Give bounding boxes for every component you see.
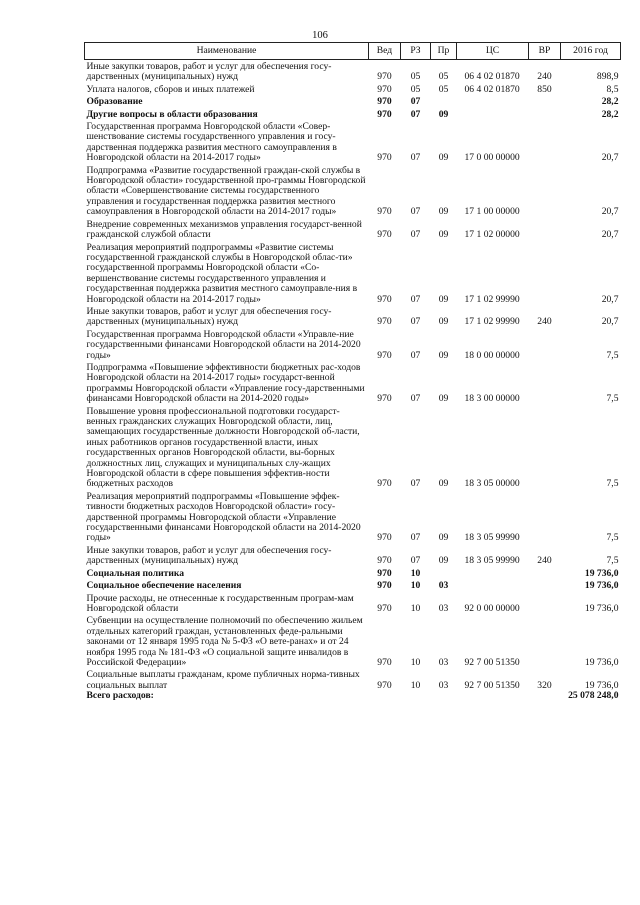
section-row [85, 567, 621, 579]
row-rz-cell: 07 [410, 152, 421, 164]
row-ved-cell: 970 [377, 679, 392, 691]
row-sum-cell: 19 736,0 [584, 656, 619, 668]
row-pr-cell: 05 [438, 83, 449, 95]
row-rz-cell: 07 [410, 108, 421, 120]
row-name-cell: Повышение уровня профессиональной подготовки государст-венных гражданских служащих Новгородской области, лиц, замещающих государственные должности Новгородской об-ласти, иных работников органов государственной власти, иных государственных органов Новгородской области, вы-борных должностных лиц, служащих и муниципальных слу-жащих Новгородской области в сфере повышения эффектив-ности бюджетных расходов [86, 405, 360, 490]
row-rz-cell: 07 [410, 206, 421, 218]
row-pr-cell: 03 [438, 580, 449, 592]
row-name-cell: Иные закупки товаров, работ и услуг для обеспечения госу-дарственных (муниципальных) нужд [86, 305, 332, 328]
row-sum-cell: 19 736,0 [584, 567, 619, 579]
table-row [85, 328, 621, 361]
header-rz: РЗ [401, 43, 431, 60]
table-row [85, 668, 621, 691]
row-vr-cell [529, 614, 561, 668]
table-row [85, 361, 621, 405]
row-name-cell: Государственная программа Новгородской области «Управле-ние государственными финансами Новгородской области на 2014-2020 годы» [86, 328, 361, 361]
row-name-cell: Субвенции на осуществление полномочий по обеспечению жильем отдельных категорий граждан, установленных феде-ральными законами от 12 января 1995 года № 5-ФЗ «О вете-ранах» и от 24 ноября 1995 года № 181-ФЗ «О социальной защите инвалидов в Российской Федерации» [86, 615, 363, 668]
row-name-cell: Внедрение современных механизмов управления государст-венной гражданской службой области [86, 218, 362, 241]
table-row [85, 83, 621, 95]
budget-table [84, 42, 621, 702]
row-sum-cell: 20,7 [601, 229, 619, 241]
row-ved-cell: 970 [377, 393, 392, 405]
row-ved-cell: 970 [377, 152, 392, 164]
row-sum-cell: 20,7 [601, 316, 619, 328]
row-vr-cell [529, 108, 561, 120]
row-vr-cell: 850 [537, 83, 552, 95]
row-name-cell: Социальное обеспечение населения [86, 580, 242, 592]
row-sum-cell: 28,2 [601, 96, 619, 108]
row-ved-cell: 970 [377, 96, 392, 108]
row-ved-cell: 970 [377, 229, 392, 241]
row-vr-cell [529, 95, 561, 107]
row-pr-cell: 09 [438, 293, 449, 305]
row-pr-cell: 05 [438, 71, 449, 83]
section-row [85, 95, 621, 107]
row-cs-cell: 17 1 02 99990 [464, 293, 520, 305]
row-pr-cell [431, 567, 457, 579]
header-cs: ЦС [457, 43, 529, 60]
row-sum-cell: 20,7 [601, 293, 619, 305]
row-cs-cell [457, 567, 529, 579]
row-vr-cell [529, 592, 561, 615]
row-name-cell: Социальные выплаты гражданам, кроме публичных норма-тивных социальных выплат [86, 669, 360, 691]
row-pr-cell: 09 [438, 229, 449, 241]
total-label: Всего расходов: [86, 690, 154, 702]
row-sum-cell: 19 736,0 [584, 602, 619, 614]
row-rz-cell: 07 [410, 393, 421, 405]
row-ved-cell: 970 [377, 83, 392, 95]
row-name-cell: Реализация мероприятий подпрограммы «Развитие системы государственной гражданской службы в Новгородской облас-ти» государственной программы Новгородской области «Со-вершенствование системы государственного управления и государственная поддержка развития местного самоуправле-ния в Новгородской области на 2014-2017 годы» [86, 241, 358, 305]
row-rz-cell: 10 [410, 580, 421, 592]
row-sum-cell: 7,5 [606, 555, 619, 567]
row-pr-cell: 09 [438, 478, 449, 490]
row-name-cell: Реализация мероприятий подпрограммы «Повышение эффек-тивности бюджетных расходов Новгородской области» госу-дарственной программы Новгородской области «Управление государственными финансами Новгородской области на 2014-2020 годы» [86, 490, 361, 544]
row-rz-cell: 07 [410, 349, 421, 361]
row-vr-cell: 240 [537, 71, 552, 83]
table-header-row [85, 43, 621, 60]
table-row [85, 490, 621, 544]
table-row [85, 544, 621, 567]
row-cs-cell: 06 4 02 01870 [464, 71, 520, 83]
row-name-cell: Социальная политика [86, 567, 185, 579]
row-vr-cell [529, 241, 561, 305]
row-pr-cell: 09 [438, 108, 449, 120]
row-ved-cell: 970 [377, 108, 392, 120]
row-sum-cell: 19 736,0 [584, 679, 619, 691]
row-rz-cell: 05 [410, 83, 421, 95]
header-ved: Вед [369, 43, 401, 60]
row-name-cell: Подпрограмма «Развитие государственной граждан-ской службы в Новгородской области» государственной про-граммы Новгородской области «Совершенствование системы государственного управления и государственная поддержка развития местного самоуправления в Новгородской области на 2014-2017 годы» [86, 164, 366, 218]
table-body [85, 60, 621, 692]
header-vr: ВР [529, 43, 561, 60]
row-sum-cell: 20,7 [601, 206, 619, 218]
header-year: 2016 год [561, 43, 621, 60]
row-ved-cell: 970 [377, 567, 392, 579]
row-pr-cell: 09 [438, 555, 449, 567]
row-name-cell: Образование [86, 96, 143, 108]
total-row [85, 691, 621, 701]
row-vr-cell: 240 [537, 555, 552, 567]
row-cs-cell: 18 3 05 99990 [464, 555, 520, 567]
row-ved-cell: 970 [377, 349, 392, 361]
row-cs-cell: 17 1 02 00000 [464, 229, 520, 241]
table-row [85, 120, 621, 164]
row-sum-cell: 7,5 [606, 393, 619, 405]
row-cs-cell: 17 1 00 00000 [464, 206, 520, 218]
row-cs-cell [457, 579, 529, 591]
table-row [85, 241, 621, 305]
table-row [85, 592, 621, 615]
row-pr-cell: 09 [438, 532, 449, 544]
table-row [85, 614, 621, 668]
row-pr-cell: 03 [438, 602, 449, 614]
row-cs-cell [457, 95, 529, 107]
header-pr: Пр [431, 43, 457, 60]
row-pr-cell: 09 [438, 316, 449, 328]
row-sum-cell: 8,5 [606, 83, 619, 95]
row-cs-cell: 92 0 00 00000 [464, 602, 520, 614]
row-rz-cell: 10 [410, 679, 421, 691]
row-sum-cell: 7,5 [606, 349, 619, 361]
row-rz-cell: 07 [410, 478, 421, 490]
row-cs-cell: 18 3 05 00000 [464, 478, 520, 490]
row-rz-cell: 10 [410, 567, 421, 579]
row-pr-cell: 03 [438, 656, 449, 668]
table-row [85, 60, 621, 83]
section-row [85, 579, 621, 591]
table-row [85, 405, 621, 490]
row-rz-cell: 07 [410, 96, 421, 108]
row-cs-cell: 17 0 00 00000 [464, 152, 520, 164]
row-cs-cell: 92 7 00 51350 [464, 679, 520, 691]
row-cs-cell [457, 108, 529, 120]
row-sum-cell: 28,2 [601, 108, 619, 120]
row-vr-cell [529, 405, 561, 490]
row-pr-cell: 09 [438, 349, 449, 361]
row-ved-cell: 970 [377, 316, 392, 328]
row-rz-cell: 07 [410, 293, 421, 305]
row-pr-cell: 09 [438, 206, 449, 218]
row-name-cell: Подпрограмма «Повышение эффективности бюджетных рас-ходов Новгородской области на 2014-2017 годы» государст-венной программы Новгородской области «Управление госу-дарственными финансами Новгородской области на 2014-2020 годы» [86, 361, 365, 405]
header-name: Наименование [85, 43, 369, 60]
section-row [85, 108, 621, 120]
row-ved-cell: 970 [377, 478, 392, 490]
page-number: 106 [312, 30, 328, 41]
row-sum-cell: 20,7 [601, 152, 619, 164]
row-pr-cell [431, 95, 457, 107]
table-row [85, 218, 621, 241]
row-rz-cell: 05 [410, 71, 421, 83]
table-row [85, 164, 621, 218]
row-vr-cell [529, 490, 561, 544]
row-vr-cell [529, 328, 561, 361]
row-vr-cell [529, 164, 561, 218]
row-name-cell: Иные закупки товаров, работ и услуг для обеспечения госу-дарственных (муниципальных) нужд [86, 544, 332, 567]
row-pr-cell: 03 [438, 679, 449, 691]
row-cs-cell: 18 0 00 00000 [464, 349, 520, 361]
row-rz-cell: 07 [410, 555, 421, 567]
row-name-cell: Государственная программа Новгородской области «Совер-шенствование системы государственного управления и госу-дарственная поддержка развития местного самоуправления в Новгородской области на 2014-2017 годы» [86, 121, 337, 164]
total-sum: 25 078 248,0 [568, 690, 619, 702]
row-cs-cell: 17 1 02 99990 [464, 316, 520, 328]
row-name-cell: Другие вопросы в области образования [86, 108, 258, 120]
row-sum-cell: 7,5 [606, 478, 619, 490]
row-ved-cell: 970 [377, 206, 392, 218]
row-pr-cell: 09 [438, 152, 449, 164]
row-ved-cell: 970 [377, 71, 392, 83]
row-name-cell: Иные закупки товаров, работ и услуг для обеспечения госу-дарственных (муниципальных) нужд [86, 61, 332, 83]
row-sum-cell: 7,5 [606, 532, 619, 544]
row-ved-cell: 970 [377, 555, 392, 567]
row-vr-cell: 320 [537, 679, 552, 691]
row-vr-cell [529, 361, 561, 405]
row-rz-cell: 07 [410, 532, 421, 544]
row-ved-cell: 970 [377, 532, 392, 544]
row-name-cell: Уплата налогов, сборов и иных платежей [86, 83, 255, 95]
row-cs-cell: 06 4 02 01870 [464, 83, 520, 95]
row-vr-cell [529, 218, 561, 241]
row-vr-cell: 240 [537, 316, 552, 328]
table-row [85, 305, 621, 328]
row-rz-cell: 10 [410, 656, 421, 668]
row-sum-cell: 898,9 [596, 71, 619, 83]
row-rz-cell: 07 [410, 316, 421, 328]
row-vr-cell [529, 120, 561, 164]
row-pr-cell: 09 [438, 393, 449, 405]
row-ved-cell: 970 [377, 602, 392, 614]
row-ved-cell: 970 [377, 580, 392, 592]
row-cs-cell: 92 7 00 51350 [464, 656, 520, 668]
row-ved-cell: 970 [377, 293, 392, 305]
row-vr-cell [529, 579, 561, 591]
row-cs-cell: 18 3 05 99990 [464, 532, 520, 544]
row-sum-cell: 19 736,0 [584, 580, 619, 592]
row-rz-cell: 07 [410, 229, 421, 241]
row-ved-cell: 970 [377, 656, 392, 668]
row-vr-cell [529, 567, 561, 579]
row-name-cell: Прочие расходы, не отнесенные к государственным програм-мам Новгородской области [86, 592, 354, 614]
row-cs-cell: 18 3 00 00000 [464, 393, 520, 405]
row-rz-cell: 10 [410, 602, 421, 614]
